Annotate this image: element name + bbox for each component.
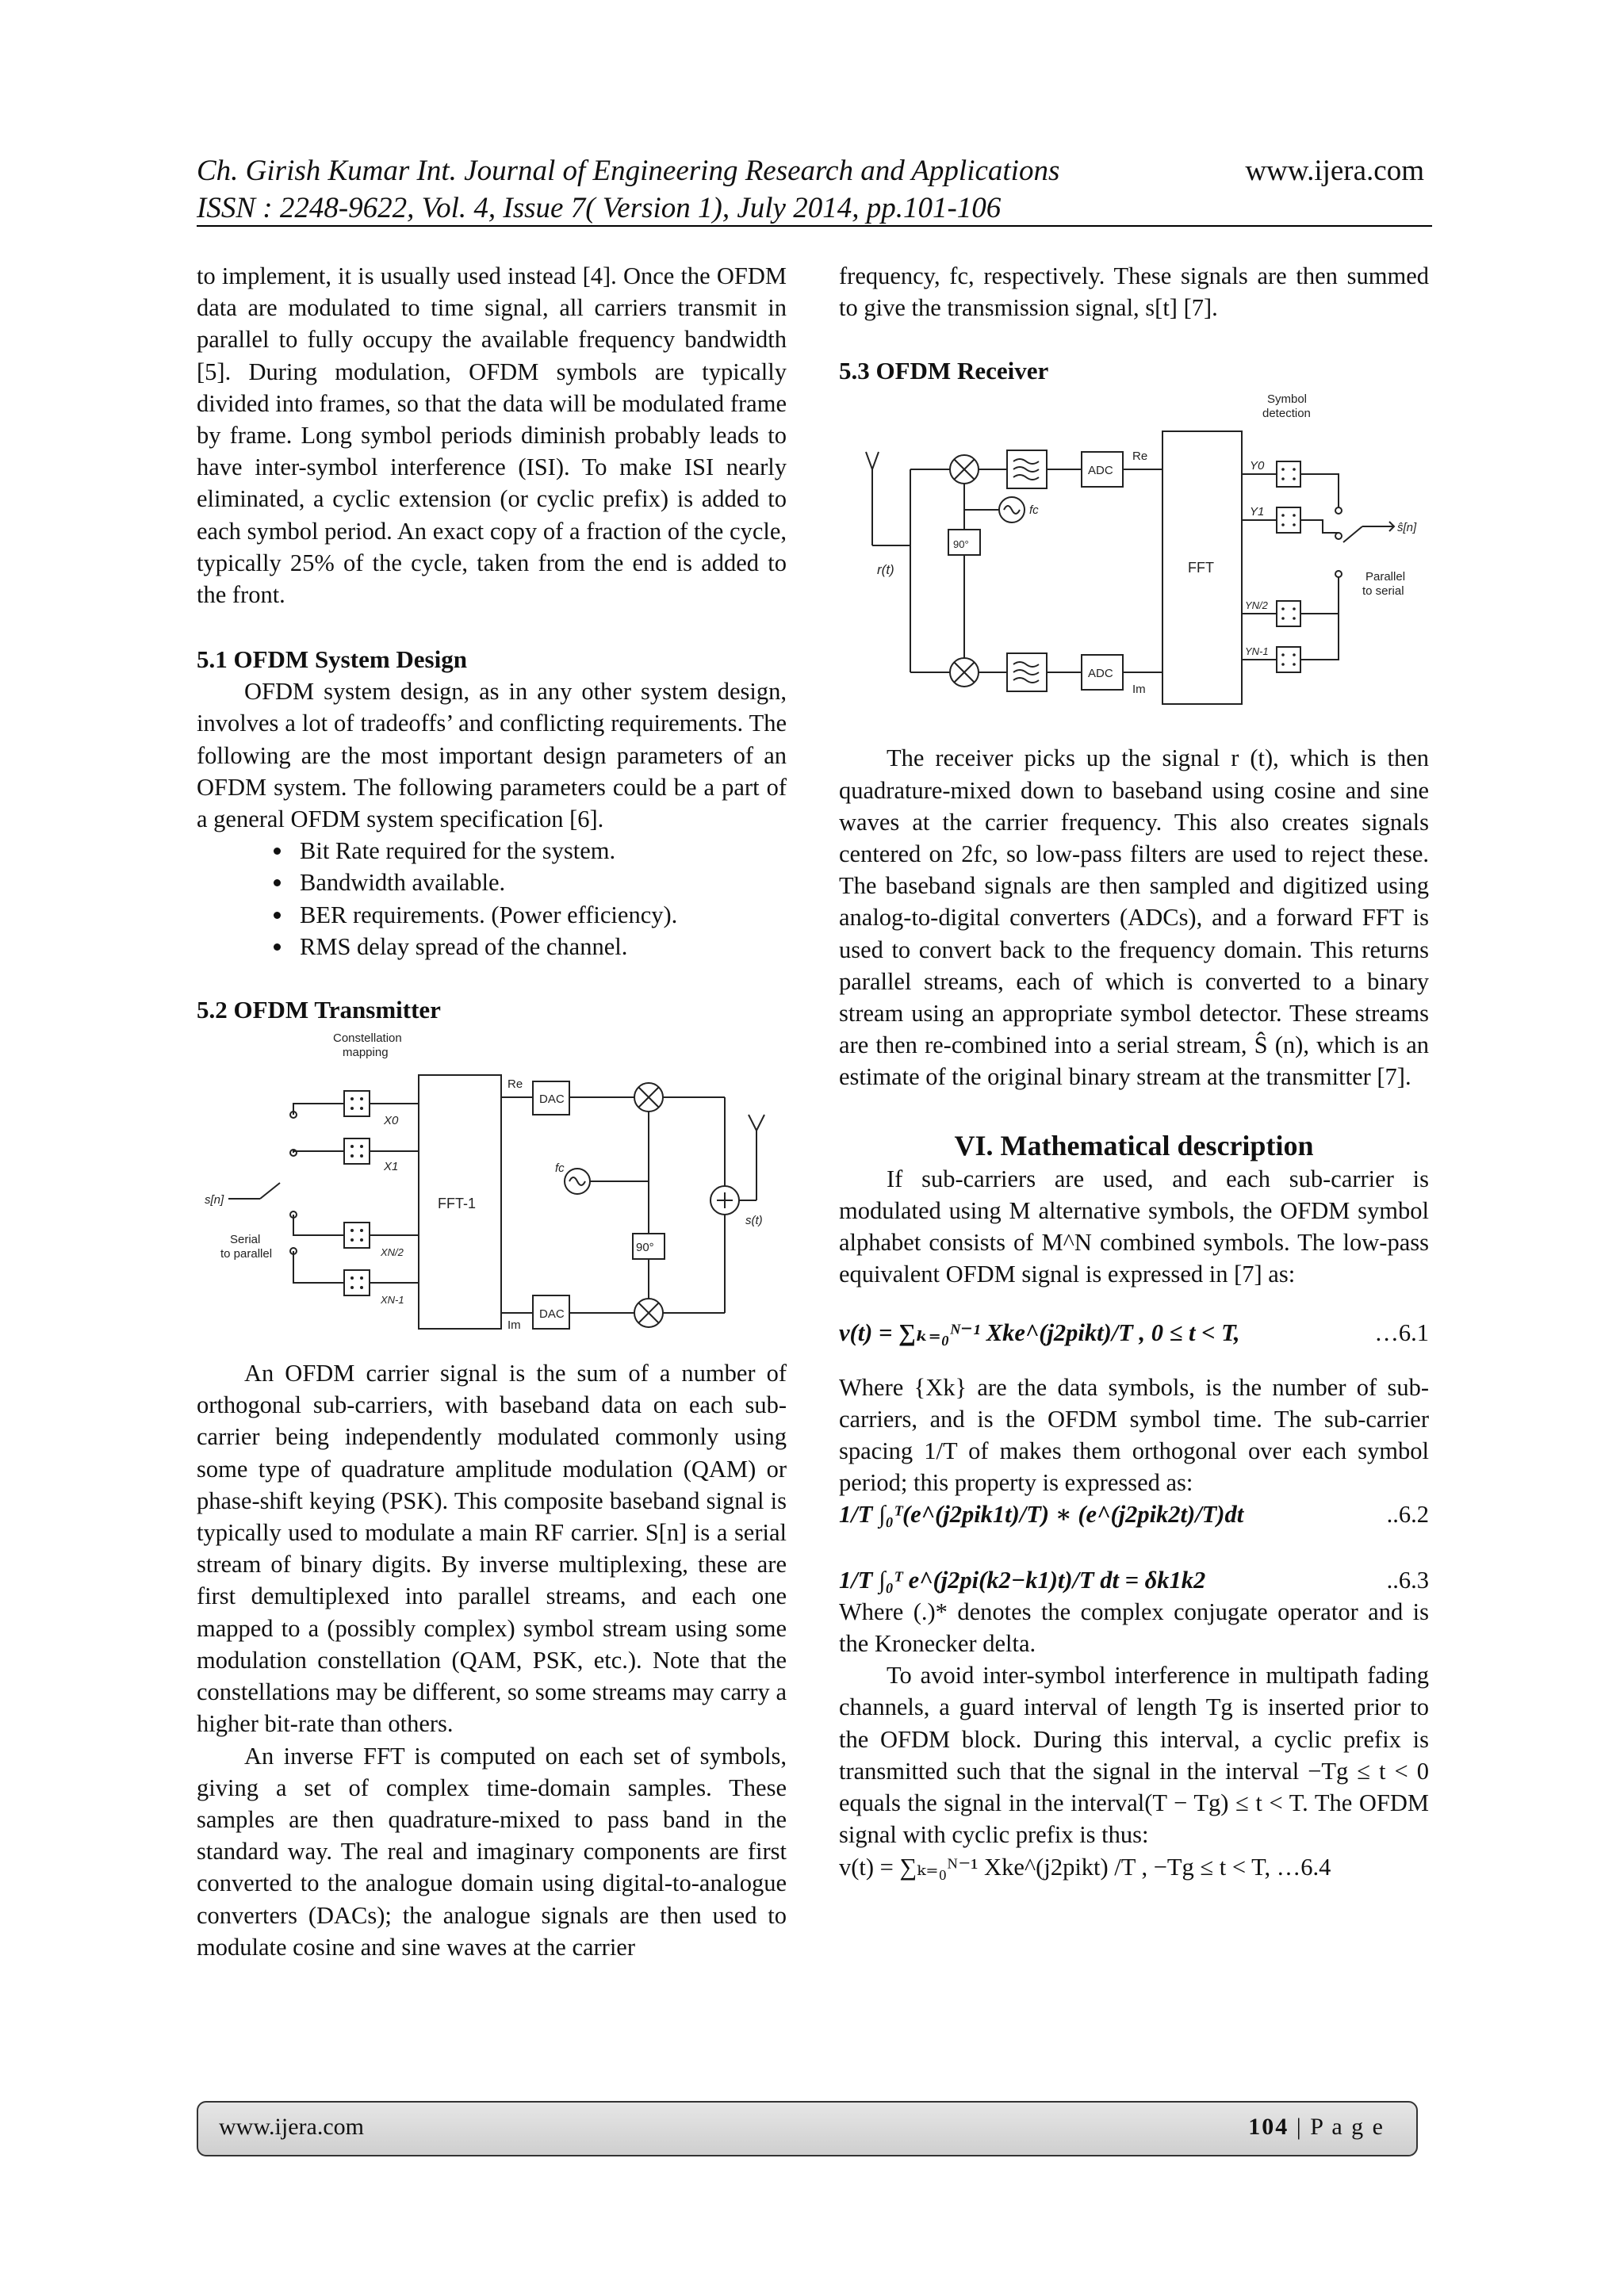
list-item: • RMS delay spread of the channel. bbox=[293, 931, 787, 962]
design-parameter-list bbox=[197, 835, 787, 962]
left-para-1: to implement, it is usually used instead [4]. Once the OFDM data are modulated to time signal, all carriers transmit in parallel to fully occupy the available frequency bandwidth [5]. During modulation, OFDM symbols are typically divided into frames, so that the data will be modulated frame by frame. Long symbol periods diminish probably leads to have inter-symbol interference (ISI). To make ISI nearly eliminated, a cyclic extension (or cyclic prefix) is added to each symbol period. An exact copy of a fraction of the cycle, typically 25% of the cycle, taken from the end is added to the front. bbox=[197, 262, 787, 609]
list-item: • BER requirements. (Power efficiency). bbox=[293, 899, 787, 931]
tx-re-label: Re bbox=[508, 1077, 523, 1092]
tx-st-label: s(t) bbox=[745, 1214, 763, 1228]
right-para-2: The receiver picks up the signal r (t), which is then quadrature-mixed down to baseband using cosine and sine waves at the carrier frequency. This also creates signals centered on 2fc, so low-pass filters are used to reject these. The baseband signals are then sampled and digitized using analog-to-digital converters (ADCs), and a forward FFT is used to convert back to the frequency domain. This returns parallel streams, each of which is converted to a binary stream using an appropriate symbol detector. These streams are then re-combined into a serial stream, Ŝ (n), which is an estimate of the original binary stream at the transmitter [7]. bbox=[839, 744, 1429, 1091]
right-para-6: To avoid inter-symbol interference in multipath fading channels, a guard interval of length Tg is inserted prior to the OFDM block. During this interval, a cyclic prefix is transmitted such that the signal in the interval −Tg ≤ t < 0 equals the signal in the interval(T − Tg) ≤ t < T. The OFDM signal with cyclic prefix is thus: bbox=[839, 1662, 1429, 1849]
left-column bbox=[197, 260, 787, 1963]
tx-mapping-label: mapping bbox=[343, 1046, 389, 1060]
footer-site[interactable]: www.ijera.com bbox=[219, 2114, 364, 2140]
rx-yn2-label: YN/2 bbox=[1245, 599, 1268, 612]
rx-im-label: Im bbox=[1132, 683, 1146, 697]
rx-rt-label: r(t) bbox=[877, 562, 894, 578]
right-para-5: Where (.)* denotes the complex conjugate operator and is the Kronecker delta. bbox=[839, 1598, 1429, 1658]
section-5-3-heading: 5.3 OFDM Receiver bbox=[839, 357, 1049, 385]
header-site[interactable]: www.ijera.com bbox=[1245, 155, 1424, 187]
ofdm-transmitter-diagram bbox=[197, 1027, 787, 1353]
page-number: 104 bbox=[1248, 2114, 1289, 2140]
tx-dac-top: DAC bbox=[539, 1093, 565, 1107]
equation-6-2 bbox=[839, 1498, 1429, 1530]
tx-90deg-label: 90° bbox=[636, 1241, 654, 1255]
header-issn: ISSN : 2248-9622, Vol. 4, Issue 7( Version 1), July 2014, pp.101-106 bbox=[197, 192, 1002, 224]
page-label: | P a g e bbox=[1296, 2114, 1385, 2140]
section-5-1-heading: 5.1 OFDM System Design bbox=[197, 645, 467, 674]
left-para-3: An OFDM carrier signal is the sum of a number of orthogonal sub-carriers, with baseband data on each sub-carrier being independently modulated commonly using some type of quadrature amplitude modulation (QAM) or phase-shift keying (PSK). This composite baseband signal is typically used to modulate a main RF carrier. S[n] is a serial stream of binary digits. By inverse multiplexing, these are first demultiplexed into parallel streams, and each one mapped to a (possibly complex) symbol stream using some modulation constellation (QAM, PSK, etc.). Note that the constellations may be different, so some streams may carry a higher bit-rate than others. bbox=[197, 1360, 787, 1738]
tx-fc-label: fc bbox=[555, 1161, 565, 1176]
header-journal: Ch. Girish Kumar Int. Journal of Engineering Research and Applications bbox=[197, 155, 1060, 187]
rx-90deg-label: 90° bbox=[953, 538, 969, 551]
equation-6-2-body: 1/T ∫₀ᵀ(e^(j2pik1t)/T) ∗ (e^(j2pik2t)/T)dt bbox=[839, 1501, 1244, 1529]
tx-constellation-label: Constellation bbox=[333, 1031, 402, 1046]
tx-fft-label: FFT-1 bbox=[438, 1196, 476, 1212]
tx-toparallel-label: to parallel bbox=[220, 1247, 273, 1261]
rx-detection-label: detection bbox=[1262, 407, 1311, 421]
equation-6-2-number: ..6.2 bbox=[1386, 1501, 1429, 1529]
rx-y1-label: Y1 bbox=[1250, 505, 1265, 519]
equation-6-4-body: v(t) = ∑ₖ₌₀ᴺ⁻¹ Xke^(j2pikt) /T , −Tg ≤ t < T, …6.4 bbox=[839, 1853, 1331, 1881]
ofdm-receiver-diagram bbox=[839, 387, 1429, 720]
section-6-heading: VI. Mathematical description bbox=[954, 1129, 1314, 1161]
rx-fc-label: fc bbox=[1029, 503, 1039, 518]
footer-page bbox=[1248, 2114, 1385, 2141]
equation-6-3-body: 1/T ∫₀ᵀ e^(j2pi(k2−k1)t)/T dt = δk1k2 bbox=[839, 1566, 1206, 1594]
rx-re-label: Re bbox=[1132, 450, 1148, 464]
rx-symbol-label: Symbol bbox=[1267, 392, 1308, 407]
tx-xn1-label: XN-1 bbox=[381, 1294, 404, 1307]
right-para-3: If sub-carriers are used, and each sub-carrier is modulated using M alternative symbols, the OFDM symbol alphabet consists of M^N combined symbols. The low-pass equivalent OFDM signal is expressed in [7] as: bbox=[839, 1165, 1429, 1288]
rx-fft-label: FFT bbox=[1188, 560, 1214, 576]
page-header bbox=[197, 152, 1424, 227]
rx-yn1-label: YN-1 bbox=[1245, 645, 1269, 658]
tx-x0-label: X0 bbox=[384, 1114, 399, 1128]
equation-6-1-body: v(t) = ∑ₖ₌₀ᴺ⁻¹ Xke^(j2pikt)/T , 0 ≤ t < T, bbox=[839, 1319, 1240, 1347]
rx-adc-bottom: ADC bbox=[1088, 667, 1113, 681]
right-column bbox=[839, 260, 1429, 1883]
equation-6-3 bbox=[839, 1564, 1429, 1596]
rx-parallel-label: Parallel bbox=[1365, 570, 1406, 584]
tx-xn2-label: XN/2 bbox=[381, 1246, 404, 1259]
tx-im-label: Im bbox=[508, 1318, 521, 1333]
list-item: • Bandwidth available. bbox=[293, 867, 787, 898]
page-footer bbox=[197, 2101, 1418, 2156]
list-item: • Bit Rate required for the system. bbox=[293, 835, 787, 867]
tx-serial-label: Serial bbox=[230, 1233, 261, 1247]
rx-shat-label: ŝ[n] bbox=[1397, 521, 1417, 535]
right-para-1: frequency, fc, respectively. These signals are then summed to give the transmission signal, s[t] [7]. bbox=[839, 262, 1429, 322]
right-para-4: Where {Xk} are the data symbols, is the number of sub-carriers, and is the OFDM symbol time. The sub-carrier spacing 1/T of makes them orthogonal over each symbol period; this property is expressed as: bbox=[839, 1373, 1429, 1497]
tx-x1-label: X1 bbox=[384, 1160, 399, 1174]
header-rule bbox=[197, 225, 1432, 227]
equation-6-4 bbox=[839, 1851, 1429, 1883]
rx-adc-top: ADC bbox=[1088, 464, 1113, 478]
equation-6-1-number: …6.1 bbox=[1374, 1319, 1429, 1347]
rx-toserial-label: to serial bbox=[1362, 584, 1404, 599]
tx-sn-label: s[n] bbox=[205, 1193, 224, 1207]
equation-6-3-number: ..6.3 bbox=[1386, 1566, 1429, 1594]
left-para-4: An inverse FFT is computed on each set of symbols, giving a set of complex time-domain samples. These samples are then quadrature-mixed to pass band in the standard way. The real and imaginary components are first converted to the analogue domain using digital-to-analogue converters (DACs); the analogue signals are then used to modulate cosine and sine waves at the carrier bbox=[197, 1742, 787, 1961]
tx-dac-bottom: DAC bbox=[539, 1307, 565, 1322]
left-para-2: OFDM system design, as in any other system design, involves a lot of tradeoffs’ and conflicting requirements. The following are the most important design parameters of an OFDM system. The following parameters could be a part of a general OFDM system specification [6]. bbox=[197, 678, 787, 833]
section-5-2-heading: 5.2 OFDM Transmitter bbox=[197, 996, 441, 1024]
rx-y0-label: Y0 bbox=[1250, 459, 1265, 473]
equation-6-1 bbox=[839, 1317, 1429, 1349]
